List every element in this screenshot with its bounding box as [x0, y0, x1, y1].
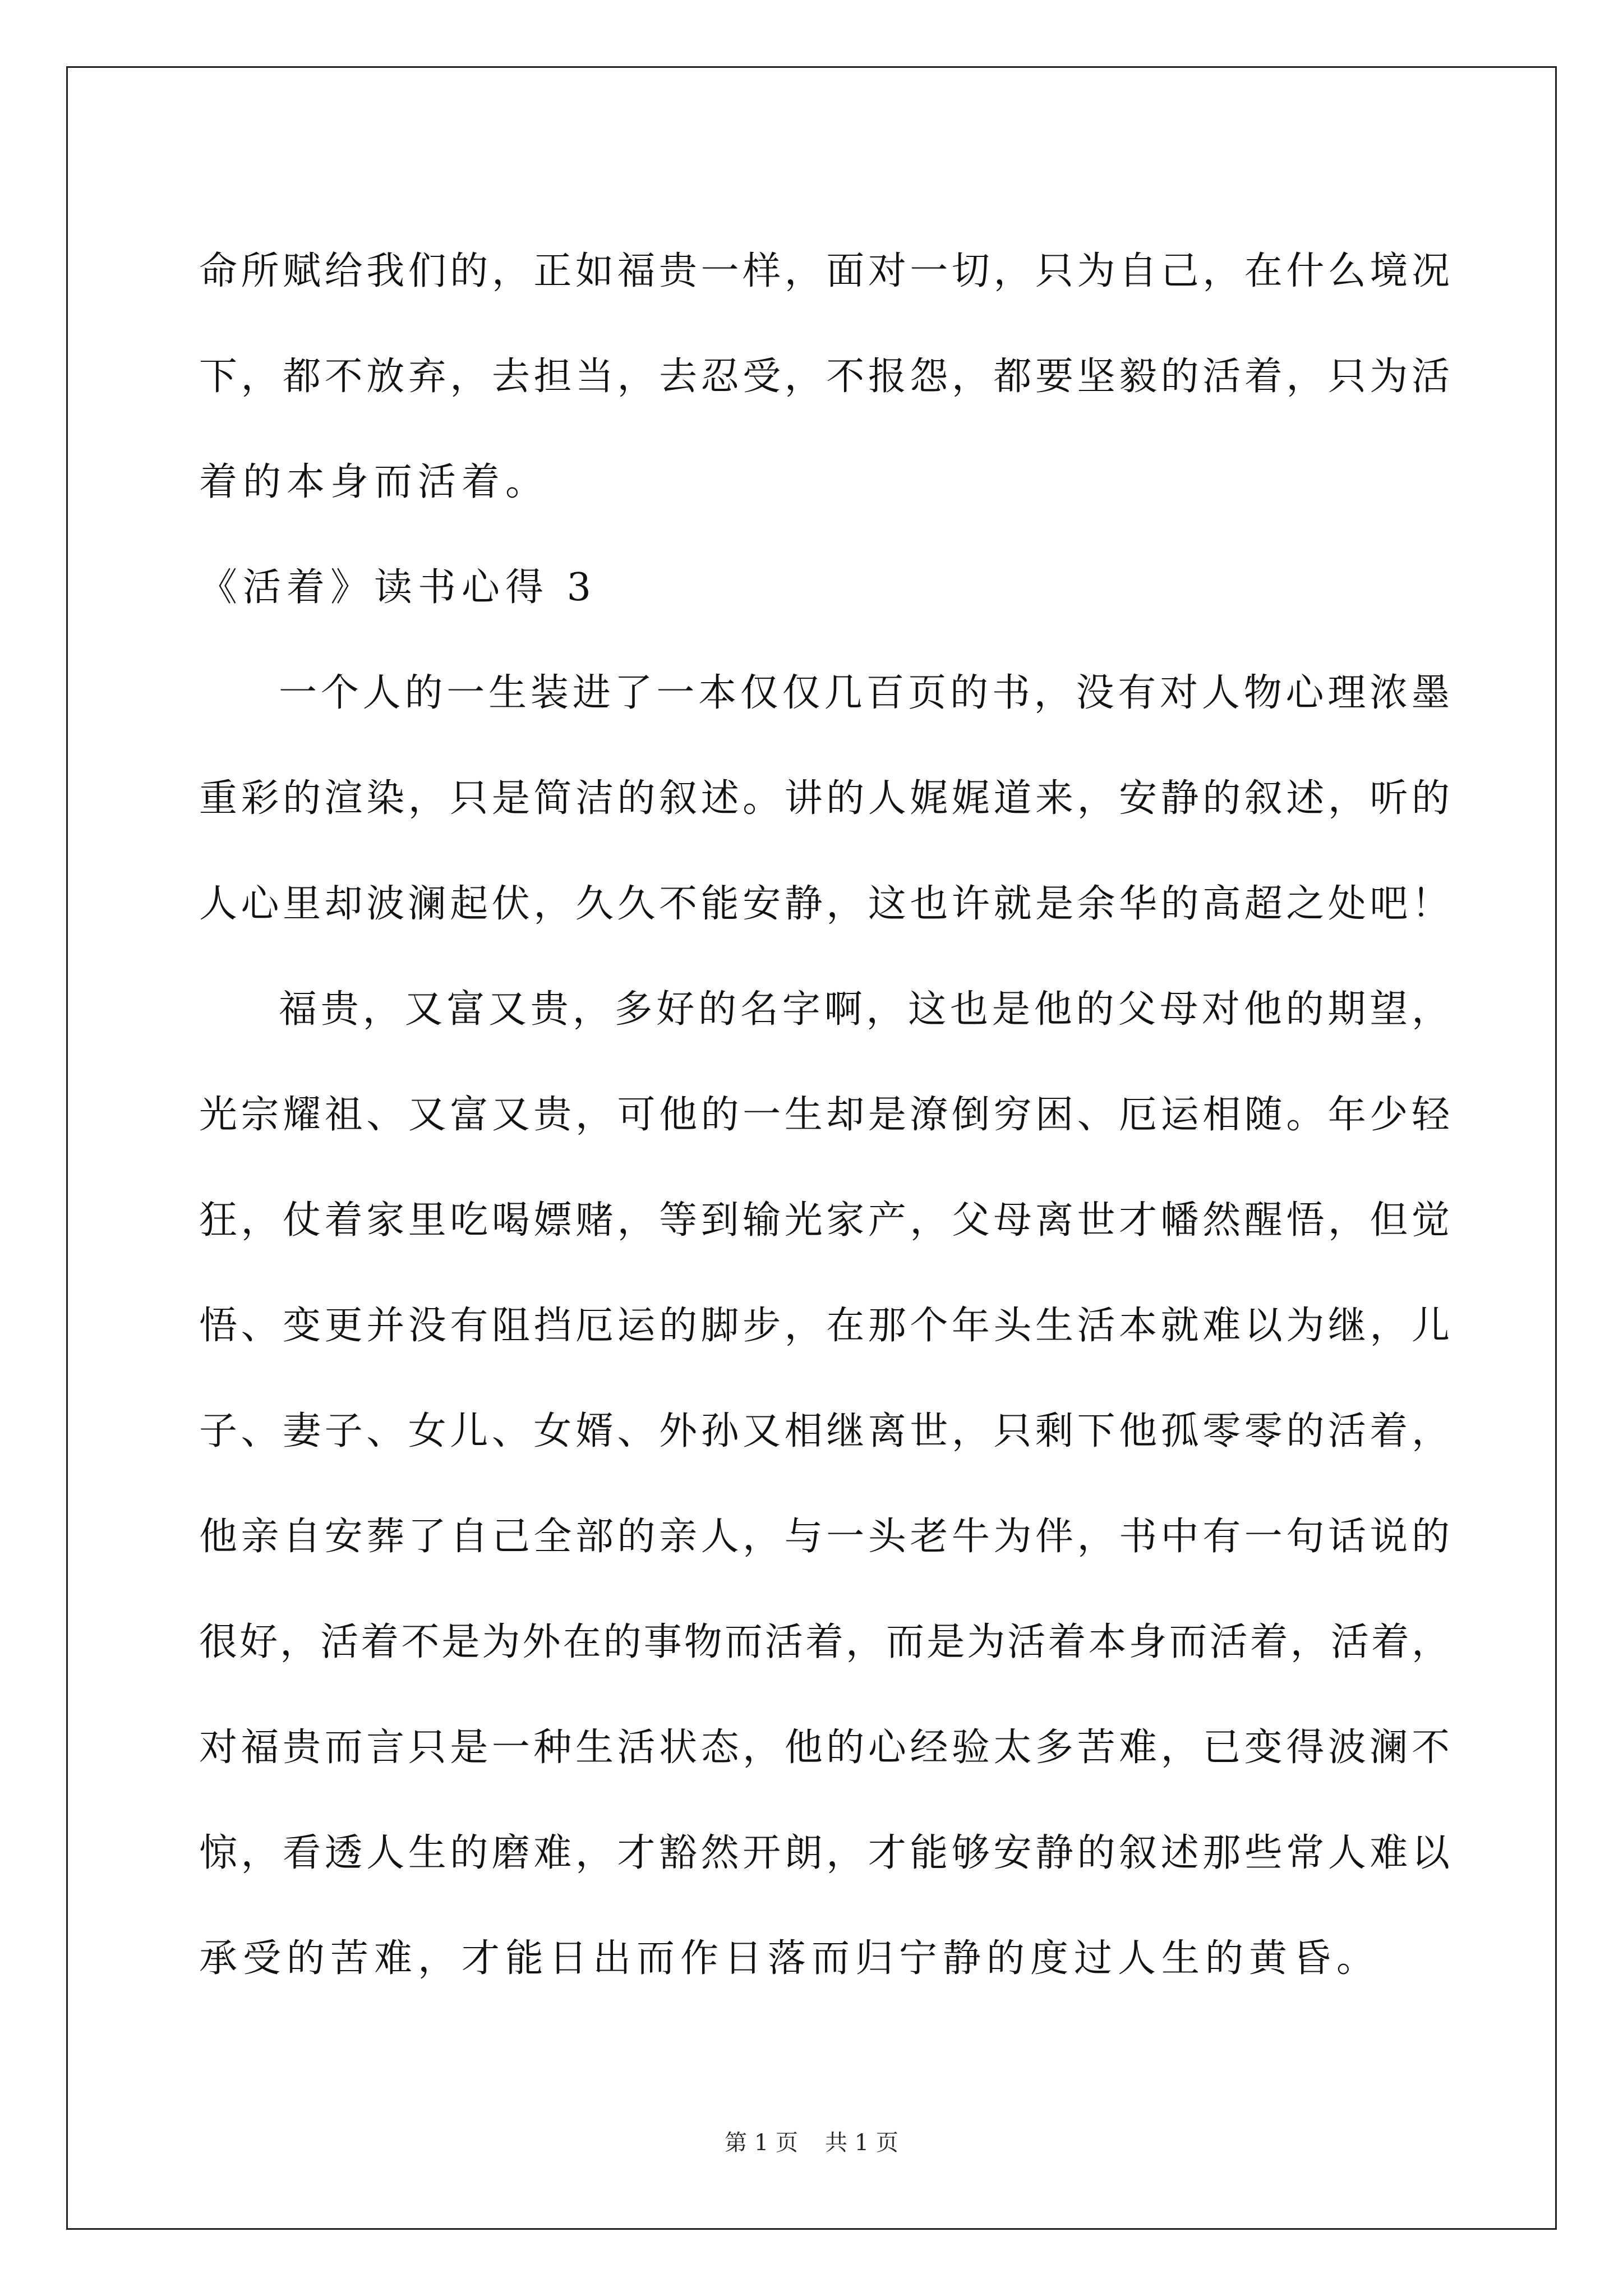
text-line: 对福贵而言只是一种生活状态，他的心经验太多苦难，已变得波澜不 — [199, 1726, 1450, 1770]
text-line: 下，都不放弃，去担当，去忍受，不报怨，都要坚毅的活着，只为活 — [199, 355, 1450, 399]
text-line: 重彩的渲染，只是简洁的叙述。讲的人娓娓道来，安静的叙述，听的 — [199, 776, 1450, 821]
text-line: 福贵，又富又贵，多好的名字啊，这也是他的父母对他的期望， — [279, 987, 1450, 1032]
document-body — [199, 219, 1450, 2012]
text-line: 悟、变更并没有阻挡厄运的脚步，在那个年头生活本就难以为继，儿 — [199, 1304, 1450, 1348]
text-line: 光宗耀祖、又富又贵，可他的一生却是潦倒穷困、厄运相随。年少轻 — [199, 1093, 1450, 1137]
text-line: 一个人的一生装进了一本仅仅几百页的书，没有对人物心理浓墨 — [279, 671, 1450, 715]
text-line: 人心里却波澜起伏，久久不能安静，这也许就是余华的高超之处吧！ — [199, 882, 1450, 926]
text-line: 承受的苦难，才能日出而作日落而归宁静的度过人生的黄昏。 — [199, 1936, 1381, 1981]
page-footer — [0, 2127, 1623, 2159]
text-line: 他亲自安葬了自己全部的亲人，与一头老牛为伴，书中有一句话说的 — [199, 1515, 1450, 1559]
text-line: 着的本身而活着。 — [199, 460, 550, 504]
page-number: 第 1 页 — [725, 2130, 798, 2156]
text-line: 惊，看透人生的磨难，才豁然开朗，才能够安静的叙述那些常人难以 — [199, 1831, 1450, 1875]
text-line: 子、妻子、女儿、女婿、外孙又相继离世，只剩下他孤零零的活着， — [199, 1409, 1450, 1453]
page-total: 共 1 页 — [825, 2130, 898, 2156]
text-line: 很好，活着不是为外在的事物而活着，而是为活着本身而活着，活着， — [199, 1620, 1450, 1664]
text-line: 狂，仗着家里吃喝嫖赌，等到输光家产，父母离世才幡然醒悟，但觉 — [199, 1198, 1450, 1243]
text-line: 命所赋给我们的，正如福贵一样，面对一切，只为自己，在什么境况 — [199, 249, 1450, 293]
section-heading: 《活着》读书心得 3 — [199, 565, 597, 610]
